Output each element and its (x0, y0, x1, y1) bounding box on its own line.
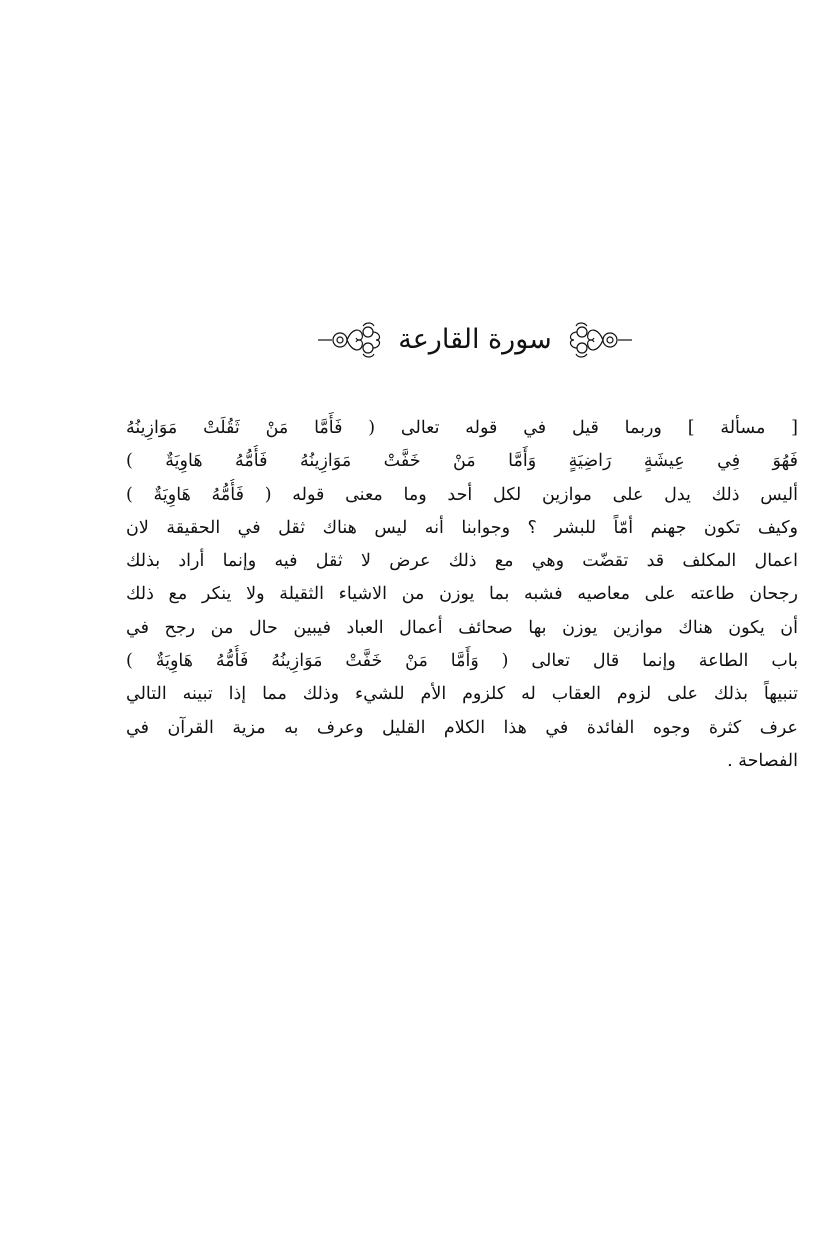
text-line: أليس ذلك يدل على موازين لكل أحد وما معنى قوله ( فَأُمُّهُ هَاوِيَةٌ ) (126, 484, 798, 505)
surah-heading (320, 318, 630, 362)
surah-title: سورة القارعة (398, 324, 552, 355)
text-line: تنبيهاً بذلك على لزوم العقاب له كلزوم الأم للشيء وذلك مما إذا تبينه التالي (126, 684, 798, 705)
text-line: فَهُوَ فِي عِيشَةٍ رَاضِيَةٍ وَأَمَّا مَنْ خَفَّتْ مَوَازِينُهُ فَأُمُّهُ هَاوِيَةٌ ) (126, 451, 798, 472)
text-line: اعمال المكلف قد تقضّت وهي مع ذلك عرض لا ثقل فيه وإنما أراد بذلك (126, 551, 798, 572)
text-line: [ مسألة ] وربما قيل في قوله تعالى ( فَأَمَّا مَنْ ثَقُلَتْ مَوَازِينُهُ (126, 418, 798, 438)
arabesque-flourish-icon (564, 320, 634, 360)
text-line: رجحان طاعته على معاصيه فشبه بما يوزن من الاشياء الثقيلة ولا ينكر مع ذلك (126, 584, 798, 605)
commentary-paragraph (126, 412, 798, 778)
text-line: عرف كثرة وجوه الفائدة في هذا الكلام القليل وعرف به مزية القرآن في (126, 717, 798, 738)
text-line: وكيف تكون جهنم أمّاً للبشر ؟ وجوابنا أنه ليس هناك ثقل في الحقيقة لان (126, 517, 798, 538)
text-line: أن يكون هناك موازين يوزن بها صحائف أعمال العباد فيبين حال من رجح في (126, 617, 798, 638)
text-line: الفصاحة . (727, 750, 798, 771)
arabesque-flourish-icon (316, 320, 386, 360)
text-line: باب الطاعة وإنما قال تعالى ( وَأَمَّا مَنْ خَفَّتْ مَوَازِينُهُ فَأُمُّهُ هَاوِيَةٌ ) (126, 651, 798, 672)
